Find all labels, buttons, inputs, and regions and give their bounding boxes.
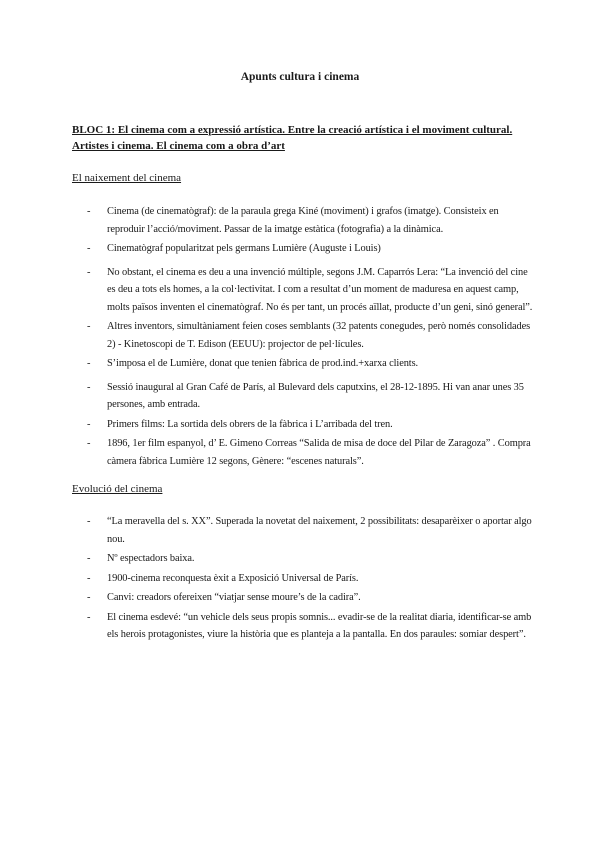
list-item: [87, 609, 535, 644]
bullet-dash: -: [87, 611, 91, 623]
section-heading-naixement: El naixement del cinema: [72, 172, 182, 184]
list-item-text: S’imposa el de Lumière, donat que tenien fàbrica de prod.ind.+xarxa clients.: [107, 358, 419, 369]
list-item: [87, 550, 535, 568]
list-item: [87, 570, 535, 588]
list-item: [87, 355, 535, 373]
list-item: [87, 379, 535, 414]
bullet-dash: -: [87, 321, 91, 332]
list-item-text: 1896, 1er film espanyol, d’ E. Gimeno Correas “Salida de misa de doce del Pilar de Zaragoza” . Compra càmera fàbrica Lumière 12 segons, Gènere: “escenes naturals”.: [107, 438, 531, 467]
list-item: [87, 318, 535, 353]
list-item: [87, 264, 535, 317]
bullet-dash: -: [87, 266, 91, 278]
list-item-text: El cinema esdevé: “un vehicle dels seus propis somnis... evadir-se de la realitat diaria, identificar-se amb els herois protagonistes, viure la història que es planteja a la pantalla. En dos paraules: somiar despert”.: [107, 611, 532, 640]
list-item: [87, 513, 535, 548]
naixement-list: [87, 203, 535, 472]
list-item: [87, 203, 535, 238]
bullet-dash: -: [87, 572, 91, 584]
list-item: [87, 240, 535, 258]
bullet-dash: -: [87, 592, 91, 603]
list-item-text: Sessió inaugural al Gran Café de París, al Bulevard dels caputxins, el 28-12-1895. Hi van anar unes 35 persones, amb entrada.: [107, 381, 524, 410]
document-title: Apunts cultura i cinema: [240, 71, 360, 83]
section-heading-evolucio: Evolució del cinema: [72, 483, 163, 495]
bullet-dash: -: [87, 418, 91, 430]
bloc-heading: BLOC 1: El cinema com a expressió artística. Entre la creació artística i el moviment cultural. Artistes i cinema. El cinema com a obra d’art: [72, 124, 513, 152]
list-item-text: Canvi: creadors ofereixen “viatjar sense moure’s de la cadira”.: [107, 592, 361, 603]
list-item-text: Cinematògraf popularitzat pels germans Lumière (Auguste i Louis): [107, 243, 381, 254]
bullet-dash: -: [87, 516, 91, 527]
bullet-dash: -: [87, 381, 91, 393]
list-item-text: “La meravella del s. XX”. Superada la novetat del naixement, 2 possibilitats: desaparèixer o aportar algo nou.: [107, 516, 532, 545]
list-item-text: No obstant, el cinema es deu a una invenció múltiple, segons J.M. Caparrós Lera: “La invenció del cine es deu a tots els homes, a la col·lectivitat. I com a resultat d’un moment de maduresa en aquest camp, molts països inventen el cinematògraf. No és per tant, un procés aïllat, producte d’un geni, sinó general”.: [107, 266, 533, 313]
bullet-dash: -: [87, 206, 91, 217]
list-item-text: Nº espectadors baixa.: [107, 553, 195, 564]
list-item: [87, 435, 535, 470]
evolucio-list: [87, 513, 535, 646]
list-item-text: Primers films: La sortida dels obrers de la fàbrica i L’arribada del tren.: [107, 418, 393, 430]
bullet-dash: -: [87, 553, 91, 564]
list-item: [87, 416, 535, 434]
list-item-text: Cinema (de cinematògraf): de la paraula grega Kiné (moviment) i grafos (imatge). Consisteix en reproduir l’acció/moviment. Passar de la imatge estàtica (fotografia) a la dinàmica.: [107, 206, 499, 235]
list-item-text: 1900-cinema reconquesta èxit a Exposició Universal de París.: [107, 572, 359, 584]
bullet-dash: -: [87, 358, 91, 369]
list-item-text: Altres inventors, simultàniament feien coses semblants (32 patents conegudes, però només consolidades 2) - Kinetoscopi de T. Edison (EEUU): projector de pel·lícules.: [107, 321, 531, 350]
list-item: [87, 589, 535, 607]
bullet-dash: -: [87, 438, 91, 449]
bullet-dash: -: [87, 243, 91, 254]
